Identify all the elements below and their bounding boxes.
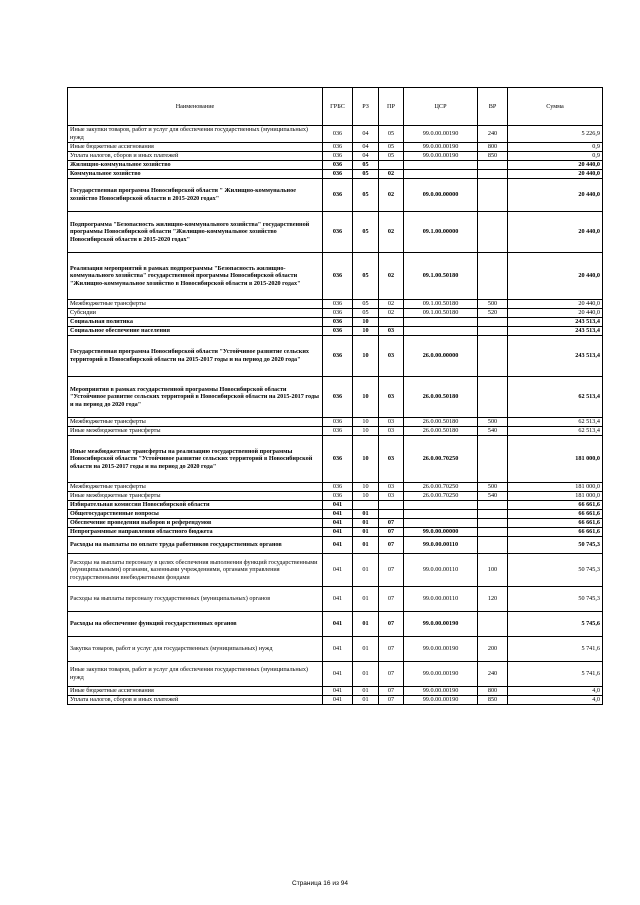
cell-pr: 02 <box>379 300 404 309</box>
page-number: Страница 16 из 94 <box>292 880 348 887</box>
cell-sum: 50 745,3 <box>508 587 603 612</box>
table-row <box>68 501 603 510</box>
cell-pr: 02 <box>379 212 404 253</box>
table-row <box>68 436 603 483</box>
cell-grbs: 036 <box>323 179 353 212</box>
cell-sum: 181 000,0 <box>508 492 603 501</box>
cell-grbs: 041 <box>323 687 353 696</box>
cell-pr: 05 <box>379 126 404 143</box>
cell-grbs: 041 <box>323 612 353 637</box>
table-row <box>68 152 603 161</box>
cell-csr <box>404 318 478 327</box>
cell-csr: 09.1.00.00000 <box>404 212 478 253</box>
table-row <box>68 253 603 300</box>
cell-name: Избирательная комиссия Новосибирской области <box>68 501 323 510</box>
cell-csr: 99.0.00.00190 <box>404 143 478 152</box>
cell-grbs: 041 <box>323 519 353 528</box>
cell-rz: 10 <box>353 377 379 418</box>
cell-csr <box>404 501 478 510</box>
cell-name: Обеспечение проведения выборов и референдумов <box>68 519 323 528</box>
cell-vr <box>478 179 508 212</box>
cell-vr <box>478 612 508 637</box>
cell-sum: 20 440,0 <box>508 309 603 318</box>
cell-pr <box>379 161 404 170</box>
table-row <box>68 161 603 170</box>
table-row <box>68 696 603 705</box>
cell-grbs: 041 <box>323 537 353 554</box>
cell-name: Иные межбюджетные трансферты <box>68 427 323 436</box>
cell-name: Общегосударственные вопросы <box>68 510 323 519</box>
cell-sum: 66 661,6 <box>508 528 603 537</box>
table-row <box>68 327 603 336</box>
cell-rz <box>353 501 379 510</box>
table-row <box>68 528 603 537</box>
cell-sum: 20 440,0 <box>508 212 603 253</box>
cell-rz: 01 <box>353 637 379 662</box>
cell-vr <box>478 436 508 483</box>
cell-rz: 05 <box>353 179 379 212</box>
cell-csr <box>404 161 478 170</box>
table-row <box>68 179 603 212</box>
cell-csr: 09.1.00.50180 <box>404 309 478 318</box>
cell-grbs: 041 <box>323 501 353 510</box>
cell-vr <box>478 377 508 418</box>
cell-vr: 100 <box>478 554 508 587</box>
cell-pr: 07 <box>379 612 404 637</box>
cell-grbs: 036 <box>323 492 353 501</box>
cell-pr: 07 <box>379 696 404 705</box>
table-row <box>68 612 603 637</box>
cell-name: Расходы на выплаты по оплате труда работников государственных органов <box>68 537 323 554</box>
cell-rz: 01 <box>353 696 379 705</box>
cell-name: Иные бюджетные ассигнования <box>68 687 323 696</box>
cell-sum: 4,0 <box>508 687 603 696</box>
header-rz: РЗ <box>353 88 379 126</box>
cell-vr: 540 <box>478 492 508 501</box>
cell-pr: 07 <box>379 554 404 587</box>
cell-pr: 03 <box>379 483 404 492</box>
cell-grbs: 036 <box>323 309 353 318</box>
header-csr: ЦСР <box>404 88 478 126</box>
cell-vr: 850 <box>478 152 508 161</box>
cell-rz: 05 <box>353 170 379 179</box>
cell-grbs: 036 <box>323 436 353 483</box>
table-row <box>68 318 603 327</box>
table-row <box>68 143 603 152</box>
cell-pr: 02 <box>379 309 404 318</box>
cell-sum: 62 513,4 <box>508 427 603 436</box>
cell-grbs: 036 <box>323 152 353 161</box>
table-row <box>68 519 603 528</box>
table-row <box>68 537 603 554</box>
cell-vr <box>478 510 508 519</box>
table-row <box>68 662 603 687</box>
cell-grbs: 041 <box>323 510 353 519</box>
cell-name: Коммунальное хозяйство <box>68 170 323 179</box>
cell-pr: 07 <box>379 687 404 696</box>
table-header-row <box>68 88 603 126</box>
cell-rz: 01 <box>353 687 379 696</box>
cell-rz: 01 <box>353 612 379 637</box>
cell-rz: 01 <box>353 587 379 612</box>
cell-csr <box>404 170 478 179</box>
cell-sum: 5 741,6 <box>508 637 603 662</box>
cell-vr: 240 <box>478 126 508 143</box>
cell-vr: 500 <box>478 418 508 427</box>
cell-rz: 01 <box>353 662 379 687</box>
cell-sum: 243 513,4 <box>508 318 603 327</box>
table-row <box>68 554 603 587</box>
header-pr: ПР <box>379 88 404 126</box>
header-grbs: ГРБС <box>323 88 353 126</box>
cell-sum: 20 440,0 <box>508 161 603 170</box>
cell-name: Межбюджетные трансферты <box>68 300 323 309</box>
cell-csr: 26.0.00.70250 <box>404 436 478 483</box>
cell-vr <box>478 537 508 554</box>
cell-sum: 62 513,4 <box>508 377 603 418</box>
table-row <box>68 212 603 253</box>
cell-csr: 99.0.00.00190 <box>404 126 478 143</box>
header-vr: ВР <box>478 88 508 126</box>
cell-grbs: 036 <box>323 170 353 179</box>
cell-grbs: 036 <box>323 318 353 327</box>
cell-name: Иные межбюджетные трансферты <box>68 492 323 501</box>
cell-rz: 10 <box>353 327 379 336</box>
cell-grbs: 036 <box>323 143 353 152</box>
cell-grbs: 036 <box>323 161 353 170</box>
cell-sum: 243 513,4 <box>508 336 603 377</box>
cell-vr: 120 <box>478 587 508 612</box>
cell-name: Уплата налогов, сборов и иных платежей <box>68 152 323 161</box>
budget-table <box>67 87 603 705</box>
cell-pr: 03 <box>379 418 404 427</box>
cell-sum: 181 000,0 <box>508 483 603 492</box>
cell-sum: 5 745,6 <box>508 612 603 637</box>
cell-vr <box>478 161 508 170</box>
cell-csr <box>404 510 478 519</box>
cell-vr: 200 <box>478 637 508 662</box>
cell-csr: 99.0.00.00190 <box>404 687 478 696</box>
table-row <box>68 637 603 662</box>
cell-csr: 26.0.00.70250 <box>404 492 478 501</box>
cell-sum: 181 000,0 <box>508 436 603 483</box>
cell-vr: 500 <box>478 300 508 309</box>
cell-rz: 10 <box>353 427 379 436</box>
cell-name: Уплата налогов, сборов и иных платежей <box>68 696 323 705</box>
cell-grbs: 036 <box>323 126 353 143</box>
cell-rz: 10 <box>353 336 379 377</box>
cell-csr: 99.0.00.00190 <box>404 637 478 662</box>
cell-name: Иные межбюджетные трансферты на реализацию государственной программы Новосибирской области "Устойчивое развитие сельских территорий в Новосибирской области на 2015-2017 годы и на период до 2020 года" <box>68 436 323 483</box>
cell-grbs: 041 <box>323 528 353 537</box>
cell-vr <box>478 253 508 300</box>
cell-vr: 800 <box>478 143 508 152</box>
cell-pr: 02 <box>379 170 404 179</box>
cell-name: Иные закупки товаров, работ и услуг для обеспечения государственных (муниципальных) нужд <box>68 662 323 687</box>
cell-pr: 07 <box>379 637 404 662</box>
cell-sum: 66 661,6 <box>508 519 603 528</box>
cell-rz: 10 <box>353 492 379 501</box>
cell-vr <box>478 327 508 336</box>
cell-rz: 10 <box>353 483 379 492</box>
cell-grbs: 036 <box>323 327 353 336</box>
cell-csr: 26.0.00.50180 <box>404 377 478 418</box>
cell-csr: 99.0.00.00190 <box>404 612 478 637</box>
cell-pr <box>379 501 404 510</box>
cell-pr: 03 <box>379 436 404 483</box>
cell-rz: 04 <box>353 143 379 152</box>
cell-rz: 05 <box>353 300 379 309</box>
table-row <box>68 126 603 143</box>
cell-vr: 240 <box>478 662 508 687</box>
cell-name: Жилищно-коммунальное хозяйство <box>68 161 323 170</box>
cell-sum: 66 661,6 <box>508 510 603 519</box>
cell-sum: 20 440,0 <box>508 300 603 309</box>
cell-rz: 05 <box>353 309 379 318</box>
cell-rz: 01 <box>353 554 379 587</box>
cell-sum: 20 440,0 <box>508 170 603 179</box>
cell-csr: 26.0.00.50180 <box>404 427 478 436</box>
cell-pr: 03 <box>379 377 404 418</box>
cell-name: Расходы на выплаты персоналу государственных (муниципальных) органов <box>68 587 323 612</box>
cell-rz: 04 <box>353 126 379 143</box>
cell-name: Межбюджетные трансферты <box>68 418 323 427</box>
cell-name: Субсидии <box>68 309 323 318</box>
cell-name: Непрограммные направления областного бюджета <box>68 528 323 537</box>
cell-pr: 05 <box>379 152 404 161</box>
cell-rz: 10 <box>353 318 379 327</box>
cell-rz: 01 <box>353 528 379 537</box>
cell-vr: 850 <box>478 696 508 705</box>
cell-grbs: 036 <box>323 336 353 377</box>
cell-rz: 01 <box>353 510 379 519</box>
header-sum: Сумма <box>508 88 603 126</box>
cell-pr: 02 <box>379 179 404 212</box>
cell-sum: 4,0 <box>508 696 603 705</box>
cell-name: Социальное обеспечение населения <box>68 327 323 336</box>
cell-rz: 01 <box>353 519 379 528</box>
cell-csr: 99.0.00.00000 <box>404 528 478 537</box>
cell-csr: 26.0.00.70250 <box>404 483 478 492</box>
cell-grbs: 036 <box>323 300 353 309</box>
cell-vr: 500 <box>478 483 508 492</box>
cell-csr: 09.1.00.50180 <box>404 253 478 300</box>
cell-sum: 62 513,4 <box>508 418 603 427</box>
table-row <box>68 510 603 519</box>
cell-rz: 05 <box>353 212 379 253</box>
table-row <box>68 687 603 696</box>
cell-name: Иные закупки товаров, работ и услуг для обеспечения государственных (муниципальных) нужд <box>68 126 323 143</box>
cell-vr <box>478 336 508 377</box>
cell-vr: 800 <box>478 687 508 696</box>
cell-grbs: 041 <box>323 587 353 612</box>
cell-rz: 10 <box>353 418 379 427</box>
cell-csr: 26.0.00.00000 <box>404 336 478 377</box>
cell-sum: 50 745,3 <box>508 554 603 587</box>
cell-name: Подпрограмма "Безопасность жилищно-коммунального хозяйства" государственной программы Новосибирской области "Жилищно-коммунальное хозяйство Новосибирской области в 2015-2020 годах" <box>68 212 323 253</box>
cell-vr <box>478 519 508 528</box>
cell-csr: 99.0.00.00110 <box>404 587 478 612</box>
table-row <box>68 427 603 436</box>
cell-grbs: 041 <box>323 554 353 587</box>
cell-csr: 26.0.00.50180 <box>404 418 478 427</box>
cell-sum: 20 440,0 <box>508 253 603 300</box>
table-row <box>68 336 603 377</box>
table-row <box>68 170 603 179</box>
cell-pr: 07 <box>379 519 404 528</box>
cell-pr: 03 <box>379 327 404 336</box>
cell-vr <box>478 501 508 510</box>
cell-csr <box>404 519 478 528</box>
cell-pr: 05 <box>379 143 404 152</box>
cell-name: Мероприятия в рамках государственной программы Новосибирской области "Устойчивое развитие сельских территорий в Новосибирской области на 2015-2017 годы и на период до 2020 года" <box>68 377 323 418</box>
table-row <box>68 418 603 427</box>
cell-vr: 540 <box>478 427 508 436</box>
cell-sum: 5 741,6 <box>508 662 603 687</box>
cell-sum: 243 513,4 <box>508 327 603 336</box>
cell-csr: 99.0.00.00190 <box>404 662 478 687</box>
cell-name: Расходы на обеспечение функций государственных органов <box>68 612 323 637</box>
cell-csr: 99.0.00.00110 <box>404 554 478 587</box>
cell-pr: 02 <box>379 253 404 300</box>
cell-vr: 520 <box>478 309 508 318</box>
cell-name: Расходы на выплаты персоналу в целях обеспечения выполнения функций государственными (муниципальными) органами, казенными учреждениями, органами управления государственными внебюджетными фондами <box>68 554 323 587</box>
cell-sum: 50 745,3 <box>508 537 603 554</box>
cell-grbs: 036 <box>323 253 353 300</box>
cell-name: Иные бюджетные ассигнования <box>68 143 323 152</box>
cell-sum: 0,9 <box>508 143 603 152</box>
cell-name: Закупка товаров, работ и услуг для государственных (муниципальных) нужд <box>68 637 323 662</box>
cell-grbs: 041 <box>323 662 353 687</box>
table-row <box>68 309 603 318</box>
cell-rz: 10 <box>353 436 379 483</box>
cell-grbs: 036 <box>323 483 353 492</box>
cell-vr <box>478 318 508 327</box>
cell-pr: 07 <box>379 537 404 554</box>
cell-grbs: 036 <box>323 212 353 253</box>
cell-grbs: 036 <box>323 427 353 436</box>
cell-name: Государственная программа Новосибирской области " Жилищно-коммунальное хозяйство Новосибирской области в 2015-2020 годах" <box>68 179 323 212</box>
cell-csr <box>404 327 478 336</box>
cell-vr <box>478 528 508 537</box>
cell-pr: 03 <box>379 427 404 436</box>
cell-sum: 5 226,9 <box>508 126 603 143</box>
cell-pr: 07 <box>379 528 404 537</box>
cell-grbs: 041 <box>323 696 353 705</box>
cell-name: Социальная политика <box>68 318 323 327</box>
cell-rz: 04 <box>353 152 379 161</box>
table-row <box>68 483 603 492</box>
table-row <box>68 492 603 501</box>
cell-vr <box>478 170 508 179</box>
cell-sum: 0,9 <box>508 152 603 161</box>
cell-name: Реализация мероприятий в рамках подпрограммы "Безопасность жилищно-коммунального хозяйства" государственной программы Новосибирской области "Жилищно-коммунальное хозяйство в Новосибирской области в 2015-2020 годах" <box>68 253 323 300</box>
cell-csr: 09.0.00.00000 <box>404 179 478 212</box>
cell-csr: 99.0.00.00190 <box>404 152 478 161</box>
cell-grbs: 036 <box>323 377 353 418</box>
cell-pr <box>379 510 404 519</box>
cell-grbs: 036 <box>323 418 353 427</box>
cell-pr: 07 <box>379 587 404 612</box>
table-row <box>68 587 603 612</box>
cell-pr: 03 <box>379 492 404 501</box>
cell-sum: 20 440,0 <box>508 179 603 212</box>
table-row <box>68 300 603 309</box>
cell-name: Государственная программа Новосибирской области "Устойчивое развитие сельских территорий в Новосибирской области на 2015-2017 годы и на период до 2020 года" <box>68 336 323 377</box>
cell-name: Межбюджетные трансферты <box>68 483 323 492</box>
cell-vr <box>478 212 508 253</box>
cell-rz: 05 <box>353 253 379 300</box>
cell-pr <box>379 318 404 327</box>
cell-pr: 07 <box>379 662 404 687</box>
cell-grbs: 041 <box>323 637 353 662</box>
cell-csr: 99.0.00.00110 <box>404 537 478 554</box>
header-name: Наименование <box>68 88 323 126</box>
cell-pr: 03 <box>379 336 404 377</box>
cell-sum: 66 661,6 <box>508 501 603 510</box>
table-row <box>68 377 603 418</box>
cell-csr: 99.0.00.00190 <box>404 696 478 705</box>
cell-rz: 01 <box>353 537 379 554</box>
cell-csr: 09.1.00.50180 <box>404 300 478 309</box>
cell-rz: 05 <box>353 161 379 170</box>
